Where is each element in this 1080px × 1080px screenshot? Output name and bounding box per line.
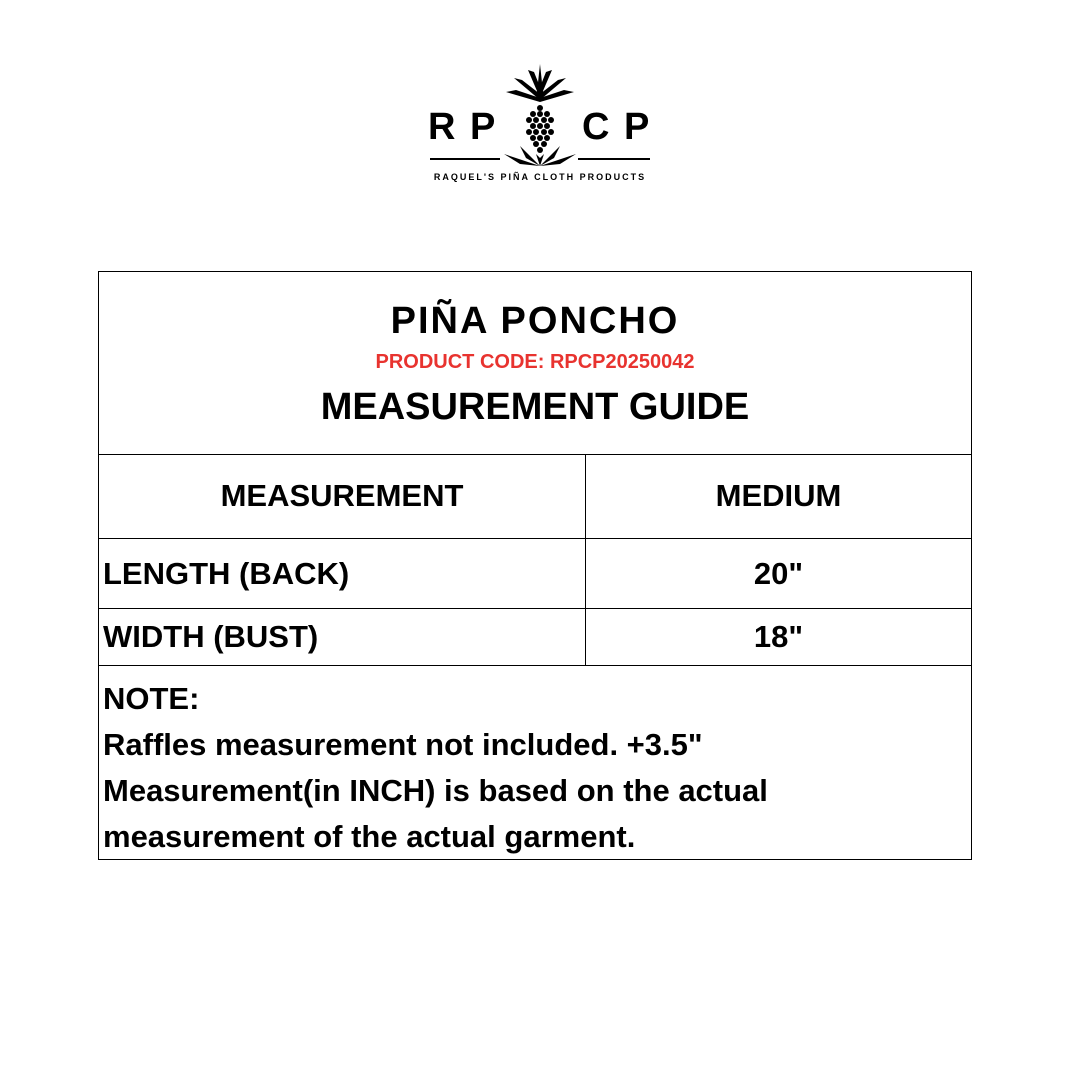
logo-left-letters: R P	[428, 106, 498, 148]
logo-divider-right	[578, 158, 650, 160]
row-value: 20"	[753, 555, 804, 591]
note-line: Measurement(in INCH) is based on the actual	[103, 773, 768, 808]
product-title: PIÑA PONCHO	[390, 300, 680, 342]
table-row	[99, 539, 971, 609]
card-header	[99, 272, 971, 455]
logo-tagline: RAQUEL'S PIÑA CLOTH PRODUCTS	[433, 172, 647, 182]
note-line: Raffles measurement not included. +3.5"	[103, 727, 703, 762]
row-value: 18"	[753, 619, 804, 654]
column-header-size: MEDIUM	[715, 478, 842, 513]
logo-divider-left	[430, 158, 500, 160]
guide-title: MEASUREMENT GUIDE	[320, 386, 750, 428]
column-header-measurement: MEASUREMENT	[99, 454, 586, 538]
row-label: LENGTH (BACK)	[99, 539, 586, 608]
note-section	[103, 676, 963, 860]
row-label: WIDTH (BUST)	[99, 609, 586, 665]
logo-right-letters: C P	[582, 106, 652, 148]
product-code: PRODUCT CODE: RPCP20250042	[375, 351, 695, 373]
table-row	[99, 609, 971, 666]
measurement-card	[98, 271, 972, 860]
note-line: measurement of the actual garment.	[103, 819, 636, 854]
pineapple-icon	[500, 62, 580, 172]
note-heading: NOTE:	[103, 681, 200, 716]
table-header-row	[99, 454, 971, 539]
